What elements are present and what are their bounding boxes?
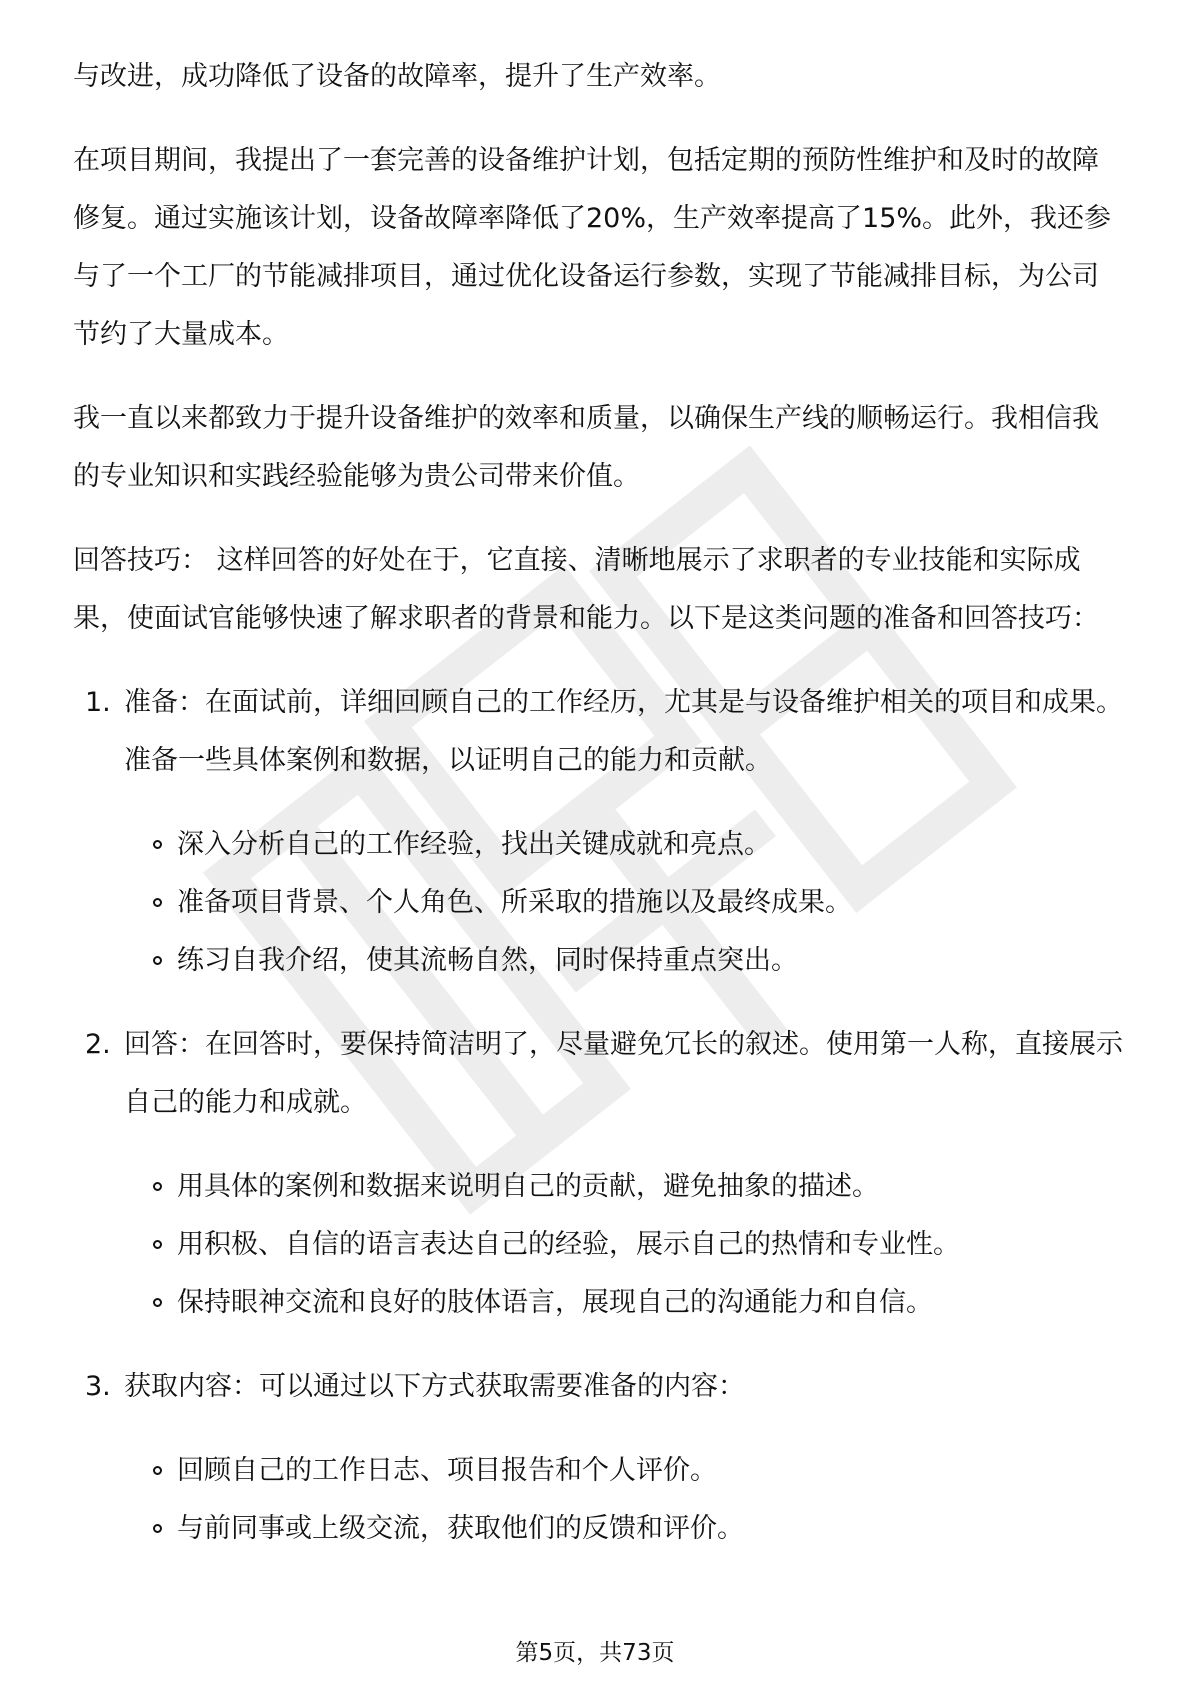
list-number: 3.	[85, 1371, 111, 1402]
list-item	[73, 674, 1123, 990]
answer-tips-paragraph: 回答技巧： 这样回答的好处在于，它直接、清晰地展示了求职者的专业技能和实际成果，使面试官能够快速了解求职者的背景和能力。以下是这类问题的准备和回答技巧：	[73, 545, 1099, 634]
circle-bullet-icon	[153, 898, 162, 907]
sub-list-item	[124, 1216, 1123, 1274]
page-footer: 第5页，共73页	[515, 1640, 675, 1666]
sub-list	[124, 1158, 1123, 1332]
list-item-text: 准备：在面试前，详细回顾自己的工作经历，尤其是与设备维护相关的项目和成果。准备一些具体案例和数据，以证明自己的能力和贡献。	[124, 687, 1123, 776]
sub-list-item	[124, 1442, 1123, 1500]
sub-list-item	[124, 932, 1123, 990]
sub-list-item-text: 用具体的案例和数据来说明自己的贡献，避免抽象的描述。	[177, 1171, 879, 1202]
list-item	[73, 1358, 1123, 1558]
circle-bullet-icon	[153, 1466, 162, 1475]
sub-list	[124, 816, 1123, 990]
circle-bullet-icon	[153, 1182, 162, 1191]
paragraph: 在项目期间，我提出了一套完善的设备维护计划，包括定期的预防性维护和及时的故障修复。通过实施该计划，设备故障率降低了20%，生产效率提高了15%。此外，我还参与了一个工厂的节能减排项目，通过优化设备运行参数，实现了节能减排目标，为公司节约了大量成本。	[73, 145, 1112, 350]
paragraph: 我一直以来都致力于提升设备维护的效率和质量，以确保生产线的顺畅运行。我相信我的专业知识和实践经验能够为贵公司带来价值。	[73, 403, 1099, 492]
sub-list-item	[124, 1500, 1123, 1558]
sub-list-item-text: 与前同事或上级交流，获取他们的反馈和评价。	[177, 1513, 744, 1544]
circle-bullet-icon	[153, 840, 162, 849]
circle-bullet-icon	[153, 1524, 162, 1533]
sub-list-item-text: 深入分析自己的工作经验，找出关键成就和亮点。	[177, 829, 771, 860]
sub-list-item	[124, 1274, 1123, 1332]
sub-list-item	[124, 1158, 1123, 1216]
list-item	[73, 1016, 1123, 1332]
sub-list-item-text: 保持眼神交流和良好的肢体语言，展现自己的沟通能力和自信。	[177, 1287, 933, 1318]
circle-bullet-icon	[153, 956, 162, 965]
tips-list	[73, 674, 1123, 1558]
document-body	[73, 48, 1123, 1584]
sub-list	[124, 1442, 1123, 1558]
sub-list-item	[124, 816, 1123, 874]
sub-list-item-text: 回顾自己的工作日志、项目报告和个人评价。	[177, 1455, 717, 1486]
list-item-text: 回答：在回答时，要保持简洁明了，尽量避免冗长的叙述。使用第一人称，直接展示自己的能力和成就。	[124, 1029, 1123, 1118]
list-item-text: 获取内容：可以通过以下方式获取需要准备的内容：	[124, 1371, 745, 1402]
paragraph: 与改进，成功降低了设备的故障率，提升了生产效率。	[73, 61, 721, 92]
circle-bullet-icon	[153, 1240, 162, 1249]
list-number: 2.	[85, 1029, 111, 1060]
sub-list-item-text: 准备项目背景、个人角色、所采取的措施以及最终成果。	[177, 887, 852, 918]
sub-list-item	[124, 874, 1123, 932]
sub-list-item-text: 用积极、自信的语言表达自己的经验，展示自己的热情和专业性。	[177, 1229, 960, 1260]
list-number: 1.	[85, 687, 111, 718]
sub-list-item-text: 练习自我介绍，使其流畅自然，同时保持重点突出。	[177, 945, 798, 976]
circle-bullet-icon	[153, 1298, 162, 1307]
